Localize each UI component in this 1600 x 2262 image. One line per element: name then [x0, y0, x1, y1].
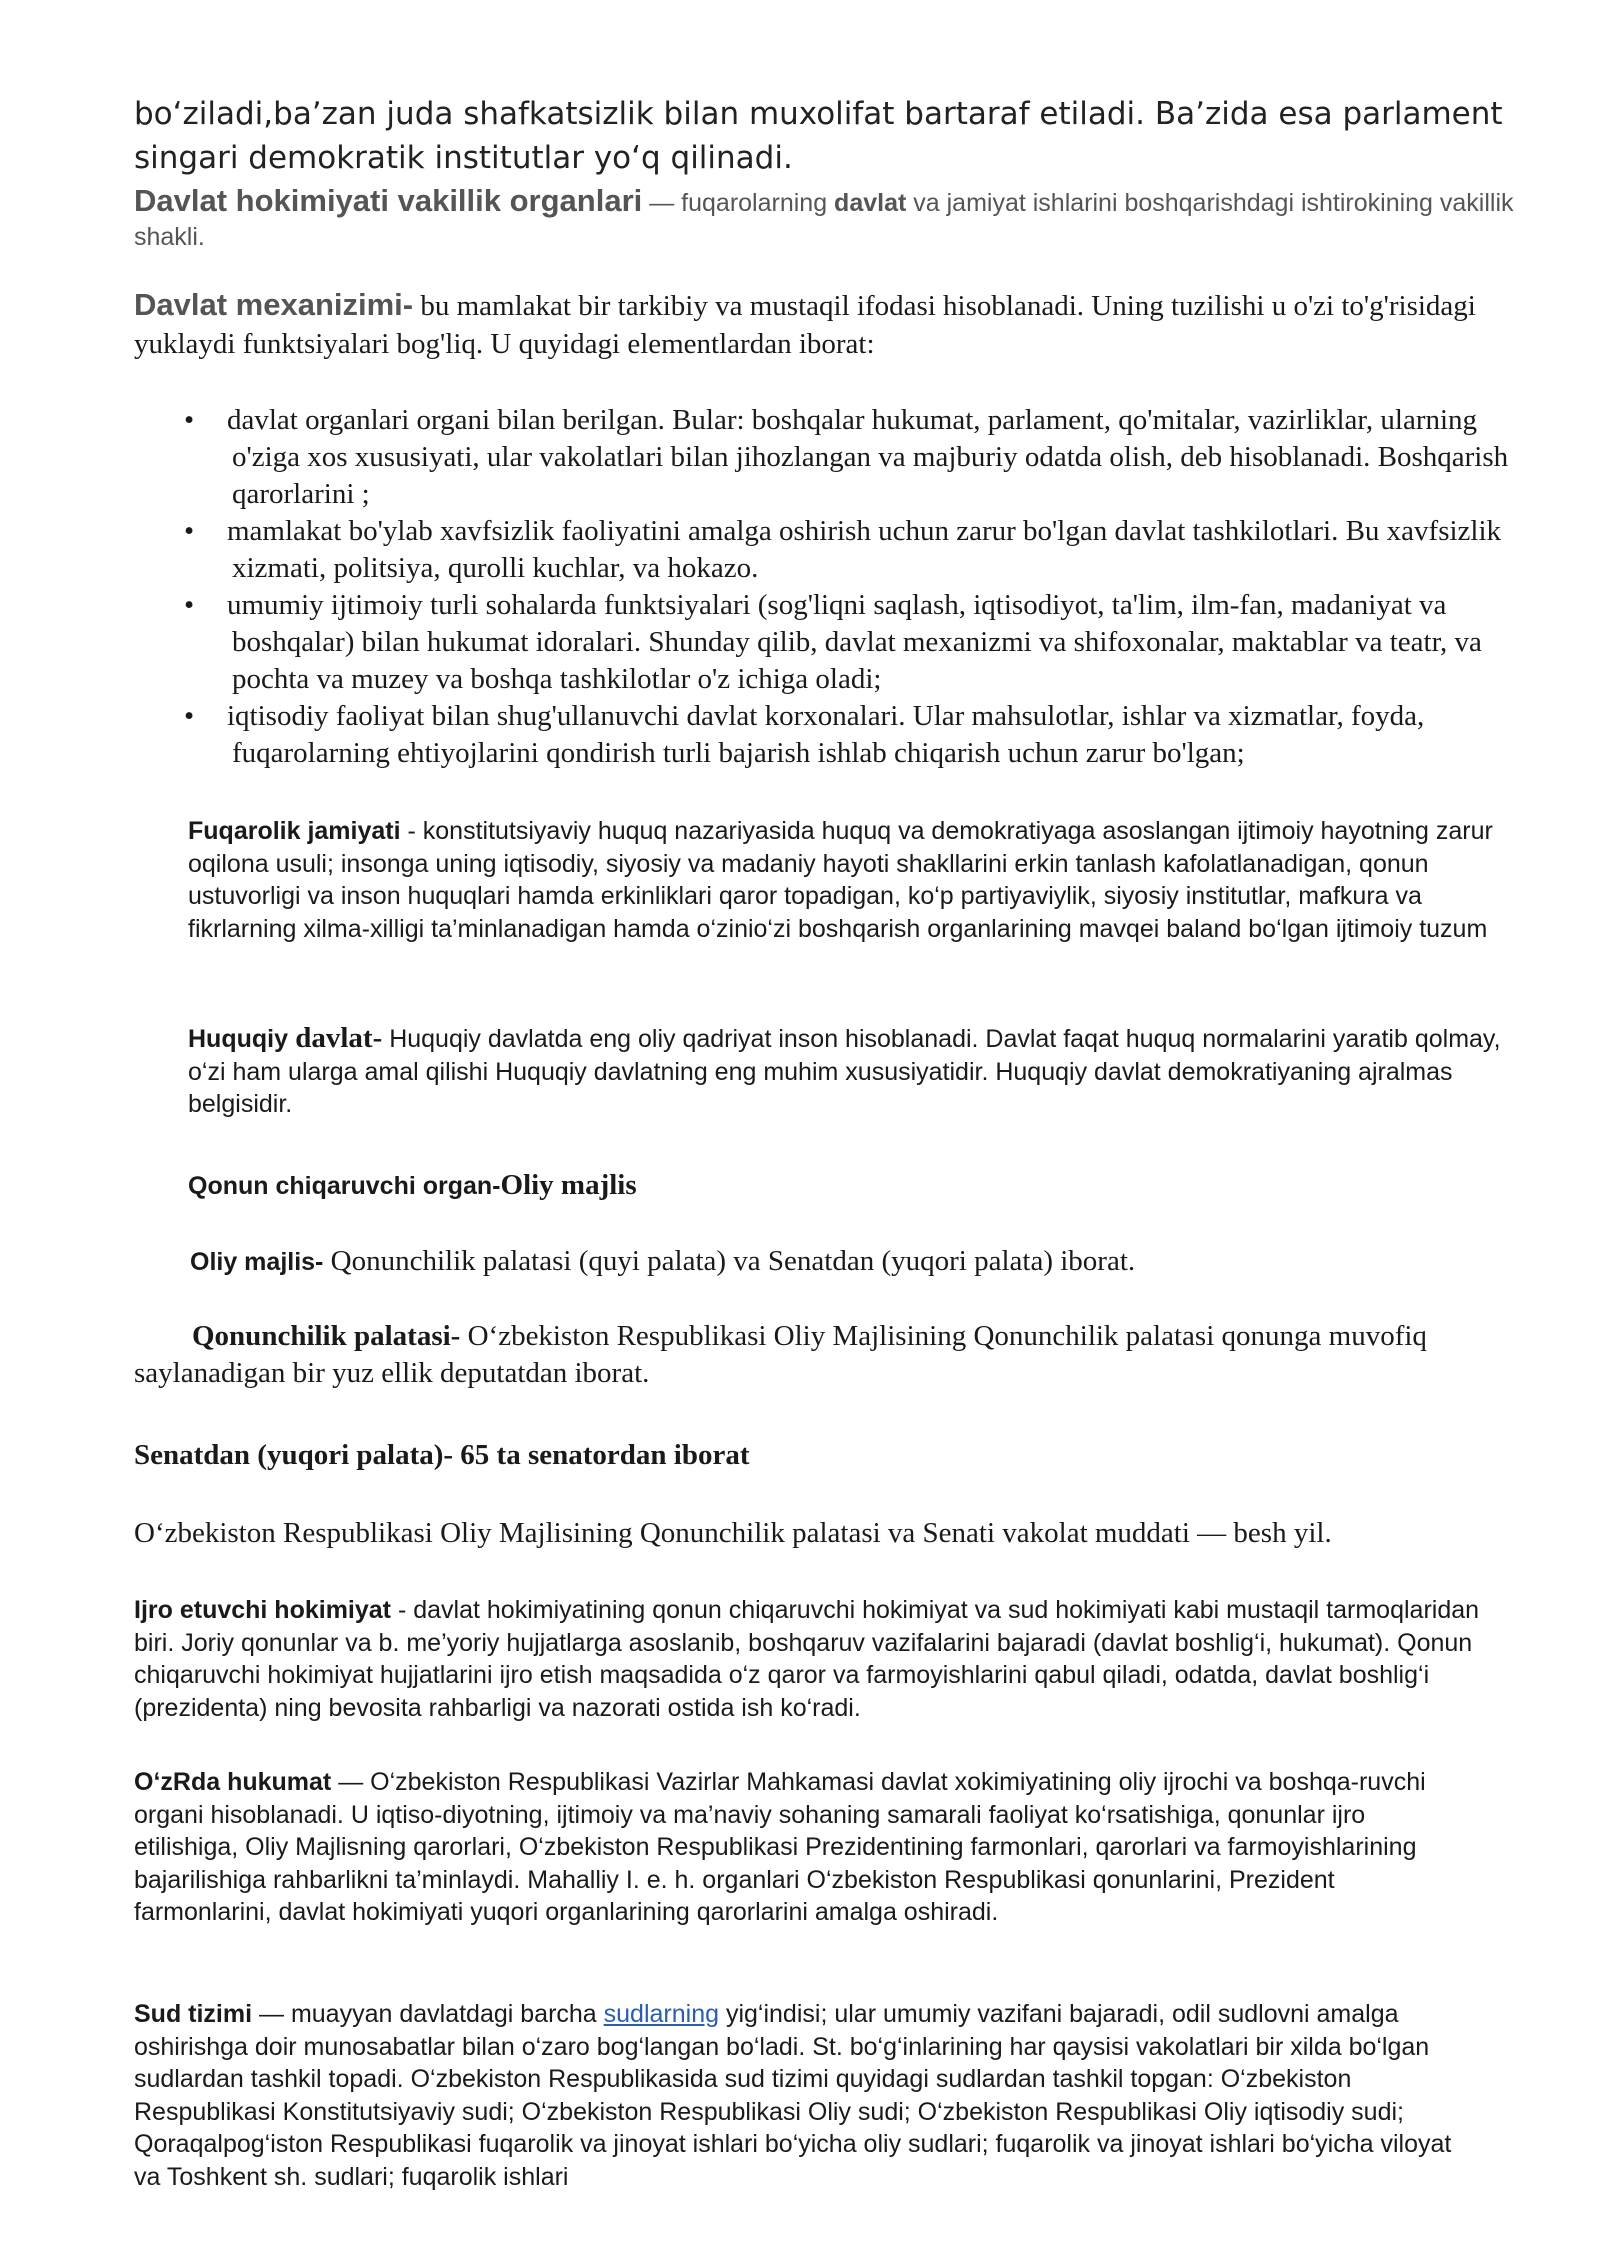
mexanizm-term: Davlat mexanizimi- [134, 287, 414, 322]
intro-paragraph: bo‘ziladi,ba’zan juda shafkatsizlik bilan muxolifat bartaraf etiladi. Ba’zida esa parlament singari demokratik institutlar yo‘q qilinadi. [134, 96, 1503, 176]
vakillik-dash: — fuqarolarning [642, 189, 835, 217]
bullet-dot-icon: • [184, 515, 195, 547]
bullet-item [134, 587, 1524, 698]
bullet-item [134, 698, 1524, 772]
senat-heading: Senatdan (yuqori palata)- 65 ta senatordan iborat [134, 1439, 750, 1471]
bullet-item [134, 513, 1524, 587]
bullet-text: mamlakat bo'ylab xavfsizlik faoliyatini amalga oshirish uchun zarur bo'lgan davlat tashkilotlari. Bu xavfsizlik xizmati, politsiya, qurolli kuchlar, va hokazo. [227, 515, 1502, 584]
fuqarolik-term: Fuqarolik jamiyati [188, 817, 401, 845]
ijro-paragraph [134, 1594, 1504, 1724]
sud-term: Sud tizimi [134, 2000, 253, 2028]
muddat-paragraph: O‘zbekiston Respublikasi Oliy Majlisining Qonunchilik palatasi va Senati vakolat muddati — besh yil. [134, 1517, 1332, 1549]
bullet-dot-icon: • [184, 589, 195, 621]
palata-paragraph [134, 1318, 1504, 1392]
sud-paragraph [134, 1998, 1484, 2193]
huquqiy-paragraph [188, 1022, 1510, 1121]
fuqarolik-text: - konstitutsiyaviy huquq nazariyasida huquq va demokratiyaga asoslangan ijtimoiy hayotning zarur oqilona usuli; insonga uning iqtisodiy, siyosiy va madaniy hayoti shakllarini erkin tanlash kafolatlanadigan, qonun ustuvorligi va inson huquqlari hamda erkinliklari qaror topadigan, ko‘p partiyaviylik, siyosiy institutlar, mafkura va fikrlarning xilma-xilligi ta’minlanadigan hamda o‘zinio‘zi boshqarish organlarining mavqei baland bo‘lgan ijtimoiy tuzum [188, 817, 1493, 943]
bullet-dot-icon: • [184, 404, 195, 436]
ijro-text: - davlat hokimiyatining qonun chiqaruvchi hokimiyat va sud hokimiyati kabi mustaqil tarmoqlaridan biri. Joriy qonunlar va b. me’yoriy hujjatlarga asoslanib, boshqaruv vazifalarini bajaradi (davlat boshlig‘i, hukumat). Qonun chiqaruvchi hokimiyat hujjatlarini ijro etish maqsadida o‘z qaror va farmoyishlarini qabul qiladi, odatda, davlat boshlig‘i (prezidenta) ning bevosita rahbarligi va nazorati ostida ish ko‘radi. [134, 1596, 1480, 1722]
vakillik-rest: va jamiyat ishlarini boshqarishdagi ishtirokining vakillik shakli. [134, 189, 1514, 251]
bullet-item [134, 402, 1524, 513]
mexanizm-paragraph [134, 286, 1494, 363]
sud-text-a: — muayyan davlatdagi barcha [252, 2000, 604, 2028]
hukumat-text: — O‘zbekiston Respublikasi Vazirlar Mahkamasi davlat xokimiyatining oliy ijrochi va boshqa-ruvchi organi hisoblanadi. U iqtiso-diyotning, ijtimoiy va ma’naviy sohaning samarali faoliyat ko‘rsatishiga, qonunlar ijro etilishiga, Oliy Majlisning qarorlari, O‘zbekiston Respublikasi Prezidentining farmonlari, qarorlari va farmoyishlarining bajarilishiga rahbarlikni ta’minlaydi. Mahalliy I. e. h. organlari O‘zbekiston Respublikasi qonunlarini, Prezident farmonlarini, davlat hokimiyati yuqori organlarining qarorlarini amalga oshiradi. [134, 1768, 1426, 1926]
fuqarolik-paragraph [188, 815, 1508, 945]
palata-text: O‘zbekiston Respublikasi Oliy Majlisining Qonunchilik palatasi qonunga muvofiq saylanadigan bir yuz ellik deputatdan iborat. [134, 1320, 1427, 1389]
bullet-text: umumiy ijtimoiy turli sohalarda funktsiyalari (sog'liqni saqlash, iqtisodiyot, ta'lim, ilm-fan, madaniyat va boshqalar) bilan hukumat idoralari. Shunday qilib, davlat mexanizmi va shifoxonalar, maktablar va teatr, va pochta va muzey va boshqa tashkilotlar o'z ichiga oladi; [227, 589, 1482, 695]
qonun-organ-heading: Qonun chiqaruvchi organ-Oliy majlis [188, 1169, 637, 1201]
mexanizm-text: bu mamlakat bir tarkibiy va mustaqil ifodasi hisoblanadi. Uning tuzilishi u o'zi to'g'risidagi yuklaydi funktsiyalari bog'liq. U quyidagi elementlardan iborat: [134, 290, 1476, 360]
hukumat-term: O‘zRda hukumat [134, 1768, 332, 1796]
mexanizm-bullet-list [134, 402, 1524, 772]
huquqiy-text: Huquqiy davlatda eng oliy qadriyat inson hisoblanadi. Davlat faqat huquq normalarini yaratib qolmay, o‘zi ham ularga amal qilishi Huquqiy davlatning eng muhim xususiyatidir. Huquqiy davlat demokratiyaning ajralmas belgisidir. [188, 1025, 1501, 1118]
vakillik-bold-word: davlat [834, 189, 907, 217]
bullet-text: davlat organlari organi bilan berilgan. Bular: boshqalar hukumat, parlament, qo'mitalar, vazirliklar, ularning o'ziga xos xususiyati, ular vakolatlari bilan jihozlangan va majburiy odatda olish, deb hisoblanadi. Boshqarish qarorlarini ; [227, 404, 1509, 510]
bullet-dot-icon: • [184, 700, 195, 732]
oliy-majlis-term: Oliy majlis- [190, 1248, 324, 1276]
palata-term: Qonunchilik palatasi- [192, 1320, 461, 1352]
vakillik-term: Davlat hokimiyati vakillik organlari [134, 183, 643, 218]
hukumat-paragraph [134, 1766, 1434, 1929]
sudlarning-link[interactable]: sudlarning [603, 2000, 720, 2028]
vakillik-paragraph [134, 184, 1514, 254]
oliy-majlis-paragraph [190, 1242, 1490, 1285]
huquqiy-term: Huquqiy davlat- [188, 1022, 383, 1054]
ijro-term: Ijro etuvchi hokimiyat [134, 1596, 392, 1624]
oliy-majlis-text: Qonunchilik palatasi (quyi palata) va Senatdan (yuqori palata) iborat. [323, 1245, 1136, 1277]
bullet-text: iqtisodiy faoliyat bilan shug'ullanuvchi davlat korxonalari. Ular mahsulotlar, ishlar va xizmatlar, foyda, fuqarolarning ehtiyojlarini qondirish turli bajarish ishlab chiqarish uchun zarur bo'lgan; [227, 700, 1425, 769]
sud-text-b: yig‘indisi; ular umumiy vazifani bajaradi, odil sudlovni amalga oshirishga doir munosabatlar bilan o‘zaro bog‘langan bo‘ladi. St. bo‘g‘inlarining har qaysisi vakolatlari bir xilda bo‘lgan sudlardan tashkil topadi. O‘zbekiston Respublikasida sud tizimi quyidagi sudlardan tashkil topgan: O‘zbekiston Respublikasi Konstitutsiyaviy sudi; O‘zbekiston Respublikasi Oliy sudi; O‘zbekiston Respublikasi Oliy iqtisodiy sudi; Qoraqalpog‘iston Respublikasi fuqarolik va jinoyat ishlari bo‘yicha oliy sudlari; fuqarolik va jinoyat ishlari bo‘yicha viloyat va Toshkent sh. sudlari; fuqarolik ishlari [134, 2000, 1452, 2191]
